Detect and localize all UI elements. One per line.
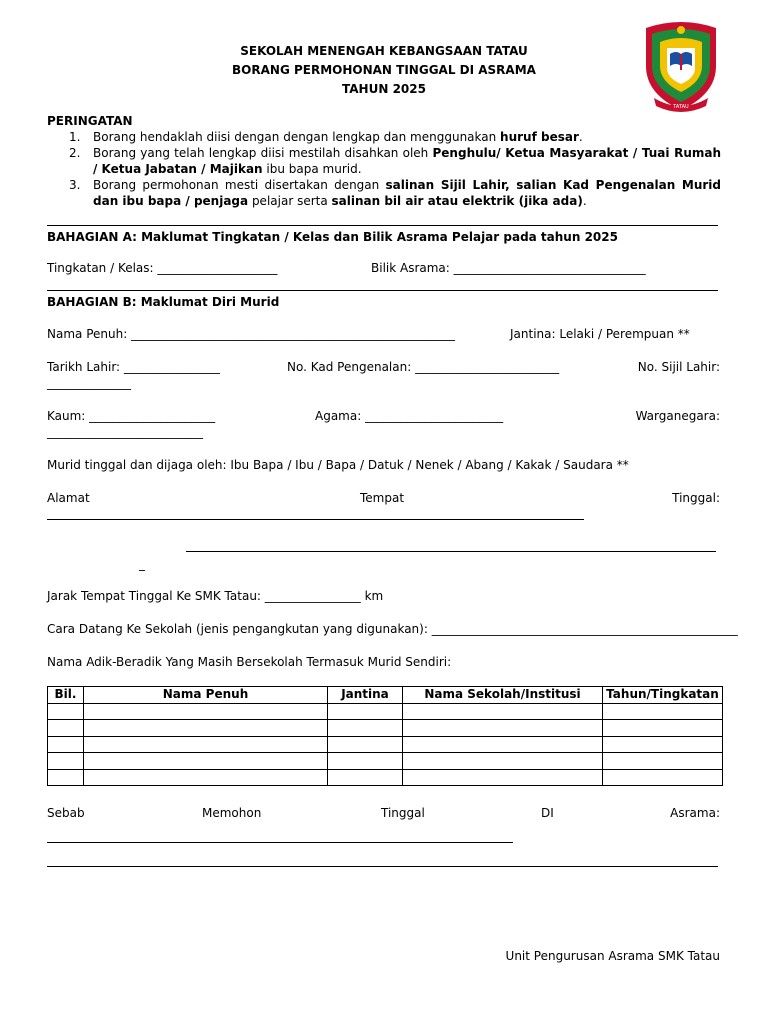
warganegara-label: Warganegara:	[635, 409, 720, 423]
jarak-field[interactable]: Jarak Tempat Tinggal Ke SMK Tatau: ________________ km	[47, 589, 384, 603]
section-a-title: BAHAGIAN A: Maklumat Tingkatan / Kelas dan Bilik Asrama Pelajar pada tahun 2025	[47, 230, 618, 244]
col-bil: Bil.	[48, 687, 84, 704]
col-tahun-tingkatan: Tahun/Tingkatan	[603, 687, 723, 704]
nama-penuh-field[interactable]: Nama Penuh: ______________________________________________________	[47, 327, 456, 341]
alamat-label: Alamat	[47, 491, 90, 505]
reason-line-2[interactable]	[47, 866, 718, 867]
school-name: SEKOLAH MENENGAH KEBANGSAAN TATAU	[240, 44, 528, 58]
footer-unit: Unit Pengurusan Asrama SMK Tatau	[505, 949, 720, 963]
reason-word-asrama: Asrama:	[670, 806, 720, 820]
address-dash: _	[139, 557, 145, 571]
warning-list	[47, 129, 721, 209]
crest-band-text: TATAU	[673, 104, 689, 110]
address-line-1[interactable]	[47, 519, 584, 520]
siblings-label: Nama Adik-Beradik Yang Masih Bersekolah Termasuk Murid Sendiri:	[47, 655, 452, 669]
form-year: TAHUN 2025	[342, 82, 426, 96]
table-row[interactable]	[48, 736, 723, 753]
cara-datang-field[interactable]: Cara Datang Ke Sekolah (jenis pengangkutan yang digunakan): ___________________________________________________	[47, 622, 738, 636]
warganegara-field[interactable]: __________________________	[47, 425, 203, 439]
table-row[interactable]	[48, 720, 723, 737]
kad-pengenalan-field[interactable]: No. Kad Pengenalan: ________________________	[287, 360, 560, 374]
col-nama-penuh: Nama Penuh	[84, 687, 328, 704]
table-row[interactable]	[48, 753, 723, 770]
agama-field[interactable]: Agama: _______________________	[315, 409, 504, 423]
reason-word-memohon: Memohon	[202, 806, 262, 820]
reason-word-di: DI	[541, 806, 554, 820]
table-row[interactable]	[48, 703, 723, 720]
jantina-field[interactable]: Jantina: Lelaki / Perempuan **	[510, 327, 690, 341]
sijil-lahir-field[interactable]: ______________	[47, 376, 131, 390]
kelas-field[interactable]: Tingkatan / Kelas: ____________________	[47, 261, 278, 275]
warning-item: 1. Borang hendaklah diisi dengan dengan lengkap dan menggunakan huruf besar.	[69, 130, 583, 144]
reason-word-tinggal: Tinggal	[381, 806, 425, 820]
tempat-label: Tempat	[360, 491, 405, 505]
col-nama-sekolah: Nama Sekolah/Institusi	[403, 687, 603, 704]
address-line-2[interactable]	[186, 551, 716, 552]
siblings-table	[47, 686, 723, 786]
table-row[interactable]	[48, 769, 723, 786]
tinggal-label: Tinggal:	[672, 491, 720, 505]
tarikh-lahir-field[interactable]: Tarikh Lahir: ________________	[47, 360, 220, 374]
kaum-field[interactable]: Kaum: _____________________	[47, 409, 216, 423]
warning-title: PERINGATAN	[47, 114, 133, 128]
table-header-row	[48, 687, 723, 704]
col-jantina: Jantina	[328, 687, 403, 704]
reason-line-1[interactable]	[47, 842, 513, 843]
sijil-lahir-label: No. Sijil Lahir:	[637, 360, 720, 374]
divider	[47, 225, 718, 226]
warning-item: 2. Borang yang telah lengkap diisi mestilah disahkan oleh Penghulu/ Ketua Masyarakat / Tuai Rumah / Ketua Jabatan / Majikan ibu bapa murid.	[69, 146, 722, 176]
bilik-asrama-field[interactable]: Bilik Asrama: ________________________________	[371, 261, 646, 275]
warning-item: 3. Borang permohonan mesti disertakan dengan salinan Sijil Lahir, salian Kad Pengenalan Murid dan ibu bapa / penjaga pelajar serta salinan bil air atau elektrik (jika ada).	[69, 178, 721, 208]
divider	[47, 290, 718, 291]
form-title: BORANG PERMOHONAN TINGGAL DI ASRAMA	[232, 63, 536, 77]
section-b-title: BAHAGIAN B: Maklumat Diri Murid	[47, 295, 280, 309]
school-crest-logo	[640, 20, 722, 112]
reason-word-sebab: Sebab	[47, 806, 85, 820]
dijaga-oleh-field[interactable]: Murid tinggal dan dijaga oleh: Ibu Bapa / Ibu / Bapa / Datuk / Nenek / Abang / Kakak / Saudara **	[47, 458, 629, 472]
